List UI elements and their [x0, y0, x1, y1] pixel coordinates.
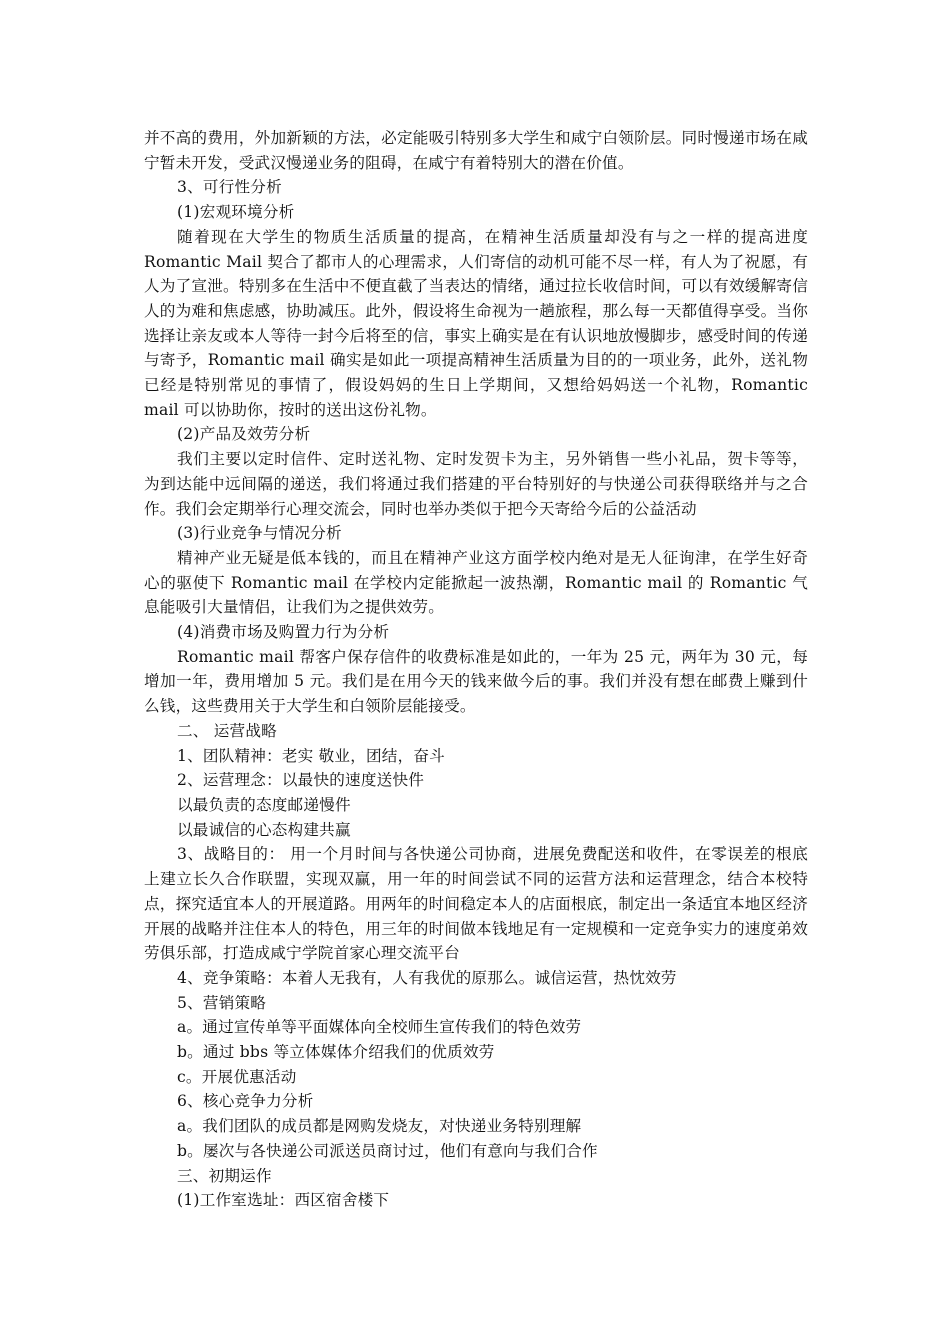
item-core-a: a。我们团队的成员都是网购发烧友，对快递业务特别理解	[177, 1117, 582, 1136]
item-team-spirit: 1、团队精神：老实 敬业，团结，奋斗	[177, 746, 445, 765]
paragraph-consumer-market: Romantic mail 帮客户保存信件的收费标准是如此的，一年为 25 元，两年为 30 元，每增加一年，费用增加 5 元。我们是在用今天的钱来做今后的事。我们并没有想在邮费上赚到什么钱，这些费用关于大学生和白领阶层能接受。	[144, 647, 808, 716]
paragraph-strategic-goals: 3、战略目的： 用一个月时间与各快递公司协商，进展免费配送和收件，在零误差的根底上建立长久合作联盟，实现双赢，用一年的时间尝试不同的运营方法和运营理念，结合本校特点，探究适宜本人的开展道路。用两年的时间稳定本人的店面根底，制定出一条适宜本地区经济开展的战略并注住本人的特色，用三年的时间做本钱地足有一定规模和一定竞争实力的速度弟效劳俱乐部，打造成咸宁学院首家心理交流平台	[144, 845, 808, 963]
heading-operation-strategy: 二、 运营战略	[177, 721, 277, 740]
heading-feasibility-analysis: 3、可行性分析	[177, 178, 282, 197]
item-marketing-b: b。通过 bbs 等立体媒体介绍我们的优质效劳	[177, 1043, 495, 1062]
heading-macro-environment: (1)宏观环境分析	[177, 203, 295, 222]
heading-initial-operation: 三、初期运作	[177, 1166, 272, 1185]
heading-consumer-market: (4)消费市场及购置力行为分析	[177, 623, 390, 642]
item-marketing-a: a。通过宣传单等平面媒体向全校师生宣传我们的特色效劳	[177, 1018, 582, 1037]
paragraph-market-value: 并不高的费用，外加新颖的方法，必定能吸引特别多大学生和咸宁白领阶层。同时慢递市场在咸宁暂未开发，受武汉慢递业务的阻碍，在咸宁有着特别大的潜在价值。	[144, 129, 808, 172]
paragraph-industry-competition: 精神产业无疑是低本钱的，而且在精神产业这方面学校内绝对是无人征询津，在学生好奇心的驱使下 Romantic mail 在学校内定能掀起一波热潮，Romantic mail 的 Romantic 气息能吸引大量情侣，让我们为之提供效劳。	[144, 548, 808, 617]
heading-core-competitiveness: 6、核心竞争力分析	[177, 1092, 314, 1111]
item-operation-concept-line-2: 以最负责的态度邮递慢件	[177, 795, 351, 814]
item-studio-location: (1)工作室选址：西区宿舍楼下	[177, 1191, 390, 1210]
heading-product-service: (2)产品及效劳分析	[177, 425, 311, 444]
heading-industry-competition: (3)行业竞争与情况分析	[177, 524, 342, 543]
paragraph-macro-environment: 随着现在大学生的物质生活质量的提高，在精神生活质量却没有与之一样的提高进度 Romantic Mail 契合了都市人的心理需求，人们寄信的动机可能不尽一样，有人为了祝愿，有人为了宣泄。特别多在生活中不便直截了当表达的情绪，通过拉长收信时间，可以有效缓解寄信人的为难和焦虑感，协助减压。此外，假设将生命视为一趟旅程，那么每一天都值得享受。当你选择让亲友或本人等待一封今后将至的信，事实上确实是在有认识地放慢脚步，感受时间的传递与寄予，Romantic mail 确实是如此一项提高精神生活质量为目的的一项业务，此外，送礼物已经是特别常见的事情了，假设妈妈的生日上学期间，又想给妈妈送一个礼物，Romantic mail 可以协助你，按时的送出这份礼物。	[144, 227, 808, 419]
heading-marketing-strategy: 5、营销策略	[177, 993, 267, 1012]
paragraph-product-service: 我们主要以定时信件、定时送礼物、定时发贺卡为主，另外销售一些小礼品，贺卡等等，为到达能中远间隔的递送，我们将通过我们搭建的平台特别好的与快递公司获得联络并与之合作。我们会定期举行心理交流会，同时也举办类似于把今天寄给今后的公益活动	[144, 450, 808, 518]
item-operation-concept-line-3: 以最诚信的心态构建共赢	[177, 820, 351, 839]
document-body	[144, 126, 808, 1213]
item-core-b: b。屡次与各快递公司派送员商讨过，他们有意向与我们合作	[177, 1141, 598, 1160]
item-competition-strategy: 4、竞争策略：本着人无我有，人有我优的原那么。诚信运营，热忱效劳	[177, 968, 677, 987]
item-operation-concept: 2、运营理念：以最快的速度送快件	[177, 771, 425, 790]
item-marketing-c: c。开展优惠活动	[177, 1067, 297, 1086]
